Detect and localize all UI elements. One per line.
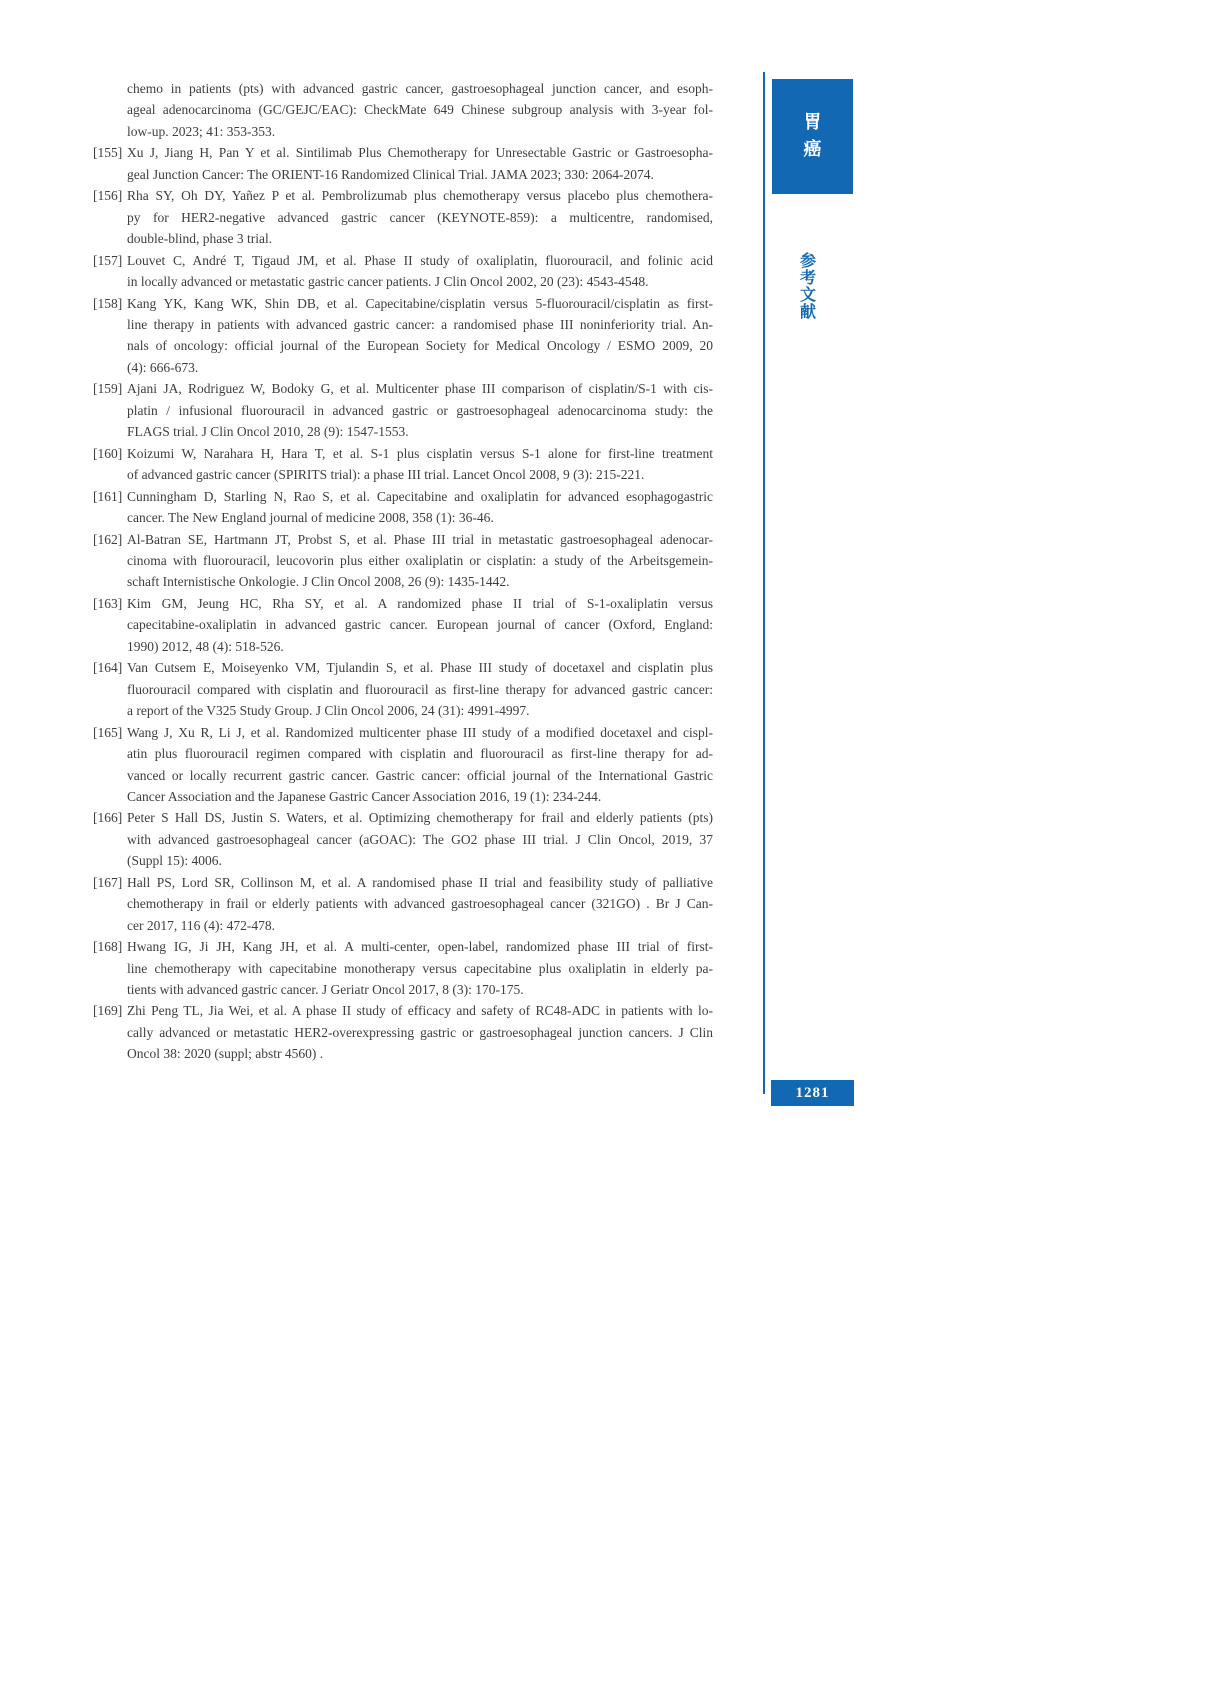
reference-number: [163] <box>93 595 123 611</box>
sidebar-divider-line <box>763 72 765 1094</box>
page-number: 1281 <box>795 1084 830 1101</box>
reference-line: Kang YK, Kang WK, Shin DB, et al. Capecitabine/cisplatin versus 5-fluorouracil/cisplatin as first- <box>127 295 713 311</box>
reference-entry <box>93 593 713 657</box>
reference-entry <box>93 657 713 721</box>
reference-entry <box>93 78 713 142</box>
reference-line: atin plus fluorouracil regimen compared with cisplatin and fluorouracil as first-line therapy for ad- <box>127 746 713 762</box>
reference-entry <box>93 443 713 486</box>
reference-line: in locally advanced or metastatic gastric cancer patients. J Clin Oncol 2002, 20 (23): 4543-4548. <box>127 274 649 290</box>
reference-number: [160] <box>93 445 123 461</box>
reference-line: vanced or locally recurrent gastric cancer. Gastric cancer: official journal of the International Gastric <box>127 767 713 783</box>
reference-line: Wang J, Xu R, Li J, et al. Randomized multicenter phase III study of a modified docetaxel and cispl- <box>127 724 713 740</box>
reference-entry <box>93 529 713 593</box>
reference-line: 1990) 2012, 48 (4): 518-526. <box>127 638 284 654</box>
reference-number: [165] <box>93 724 123 740</box>
reference-line: Ajani JA, Rodriguez W, Bodoky G, et al. Multicenter phase III comparison of cisplatin/S-1 with cis- <box>127 381 713 397</box>
chapter-tab-char: 胃 <box>803 112 822 133</box>
reference-line: Peter S Hall DS, Justin S. Waters, et al. Optimizing chemotherapy for frail and elderly patients (pts) <box>127 810 713 826</box>
reference-entry <box>93 142 713 185</box>
reference-line: chemo in patients (pts) with advanced gastric cancer, gastroesophageal junction cancer, and esoph- <box>127 81 713 96</box>
reference-number: [161] <box>93 488 123 504</box>
reference-entry <box>93 1000 713 1064</box>
reference-line: platin / infusional fluorouracil in advanced gastric or gastroesophageal adenocarcinoma study: the <box>127 402 713 418</box>
reference-entry <box>93 807 713 871</box>
section-label-char: 献 <box>799 302 816 321</box>
page-number-badge <box>771 1080 854 1106</box>
reference-number: [167] <box>93 874 123 890</box>
reference-line: cer 2017, 116 (4): 472-478. <box>127 917 275 933</box>
reference-line: of advanced gastric cancer (SPIRITS trial): a phase III trial. Lancet Oncol 2008, 9 (3): 215-221. <box>127 467 645 483</box>
reference-line: Louvet C, André T, Tigaud JM, et al. Phase II study of oxaliplatin, fluorouracil, and folinic acid <box>127 252 713 268</box>
section-label-char: 考 <box>799 268 816 287</box>
reference-line: Zhi Peng TL, Jia Wei, et al. A phase II study of efficacy and safety of RC48-ADC in patients with lo- <box>127 1003 713 1019</box>
reference-line: line chemotherapy with capecitabine monotherapy versus capecitabine plus oxaliplatin in elderly pa- <box>127 960 713 976</box>
reference-line: schaft Internistische Onkologie. J Clin Oncol 2008, 26 (9): 1435-1442. <box>127 574 510 590</box>
reference-line: Cunningham D, Starling N, Rao S, et al. Capecitabine and oxaliplatin for advanced esophagogastric <box>127 488 713 504</box>
reference-line: Oncol 38: 2020 (suppl; abstr 4560) . <box>127 1046 324 1062</box>
reference-line: ageal adenocarcinoma (GC/GEJC/EAC): CheckMate 649 Chinese subgroup analysis with 3-year fol- <box>127 102 713 118</box>
chapter-tab-char: 癌 <box>803 139 822 160</box>
reference-entry <box>93 250 713 293</box>
reference-entry <box>93 293 713 379</box>
reference-entry <box>93 185 713 249</box>
chapter-tab-gastric-cancer <box>772 79 853 194</box>
reference-number: [155] <box>93 145 123 161</box>
reference-line: Hall PS, Lord SR, Collinson M, et al. A randomised phase II trial and feasibility study of palliative <box>127 874 713 890</box>
reference-line: fluorouracil compared with cisplatin and fluorouracil as first-line therapy for advanced gastric cancer: <box>127 681 713 697</box>
reference-line: Van Cutsem E, Moiseyenko VM, Tjulandin S, et al. Phase III study of docetaxel and cisplatin plus <box>127 660 713 676</box>
references-list <box>93 78 713 1065</box>
reference-line: line therapy in patients with advanced gastric cancer: a randomised phase III noninferiority trial. An- <box>127 316 713 332</box>
reference-number: [158] <box>93 295 123 311</box>
reference-line: Rha SY, Oh DY, Yañez P et al. Pembrolizumab plus chemotherapy versus placebo plus chemothera- <box>127 188 713 204</box>
reference-entry <box>93 872 713 936</box>
reference-line: cancer. The New England journal of medicine 2008, 358 (1): 36-46. <box>127 510 494 526</box>
reference-line: Cancer Association and the Japanese Gastric Cancer Association 2016, 19 (1): 234-244. <box>127 788 602 804</box>
reference-line: with advanced gastroesophageal cancer (aGOAC): The GO2 phase III trial. J Clin Oncol, 2019, 37 <box>127 831 713 847</box>
reference-line: double-blind, phase 3 trial. <box>127 231 273 247</box>
reference-line: cally advanced or metastatic HER2-overexpressing gastric or gastroesophageal junction cancers. J Clin <box>127 1024 713 1040</box>
reference-line: nals of oncology: official journal of the European Society for Medical Oncology / ESMO 2009, 20 <box>127 338 713 354</box>
reference-line: capecitabine-oxaliplatin in advanced gastric cancer. European journal of cancer (Oxford, England: <box>127 617 713 633</box>
reference-number: [156] <box>93 188 123 204</box>
reference-line: a report of the V325 Study Group. J Clin Oncol 2006, 24 (31): 4991-4997. <box>127 703 530 719</box>
reference-number: [157] <box>93 252 123 268</box>
reference-line: cinoma with fluorouracil, leucovorin plus either oxaliplatin or cisplatin: a study of the Arbeitsgemein- <box>127 552 713 568</box>
reference-line: Kim GM, Jeung HC, Rha SY, et al. A randomized phase II trial of S-1-oxaliplatin versus <box>127 595 713 611</box>
section-label-char: 参 <box>799 251 816 270</box>
reference-line: py for HER2-negative advanced gastric cancer (KEYNOTE-859): a multicentre, randomised, <box>127 209 713 225</box>
reference-entry <box>93 722 713 808</box>
reference-entry <box>93 486 713 529</box>
reference-entry <box>93 936 713 1000</box>
reference-line: Koizumi W, Narahara H, Hara T, et al. S-1 plus cisplatin versus S-1 alone for first-line treatment <box>127 445 713 461</box>
reference-line: Xu J, Jiang H, Pan Y et al. Sintilimab Plus Chemotherapy for Unresectable Gastric or Gastroesopha- <box>127 145 713 161</box>
reference-number: [159] <box>93 381 123 397</box>
reference-line: Al-Batran SE, Hartmann JT, Probst S, et al. Phase III trial in metastatic gastroesophageal adenocar- <box>127 531 713 547</box>
reference-number: [169] <box>93 1003 123 1019</box>
reference-line: chemotherapy in frail or elderly patients with advanced gastroesophageal cancer (321GO) . Br J Can- <box>127 896 713 912</box>
section-label-references <box>798 252 818 320</box>
reference-line: (Suppl 15): 4006. <box>127 853 222 869</box>
reference-number: [168] <box>93 939 123 955</box>
reference-number: [166] <box>93 810 123 826</box>
reference-entry <box>93 378 713 442</box>
reference-line: tients with advanced gastric cancer. J Geriatr Oncol 2017, 8 (3): 170-175. <box>127 982 524 998</box>
reference-line: FLAGS trial. J Clin Oncol 2010, 28 (9): 1547-1553. <box>127 424 409 440</box>
reference-line: low-up. 2023; 41: 353-353. <box>127 123 276 139</box>
reference-number: [164] <box>93 660 123 676</box>
reference-line: Hwang IG, Ji JH, Kang JH, et al. A multi-center, open-label, randomized phase III trial of first- <box>127 939 713 955</box>
reference-line: geal Junction Cancer: The ORIENT-16 Randomized Clinical Trial. JAMA 2023; 330: 2064-2074. <box>127 166 654 182</box>
section-label-char: 文 <box>799 285 816 304</box>
reference-line: (4): 666-673. <box>127 359 199 375</box>
reference-number: [162] <box>93 531 123 547</box>
